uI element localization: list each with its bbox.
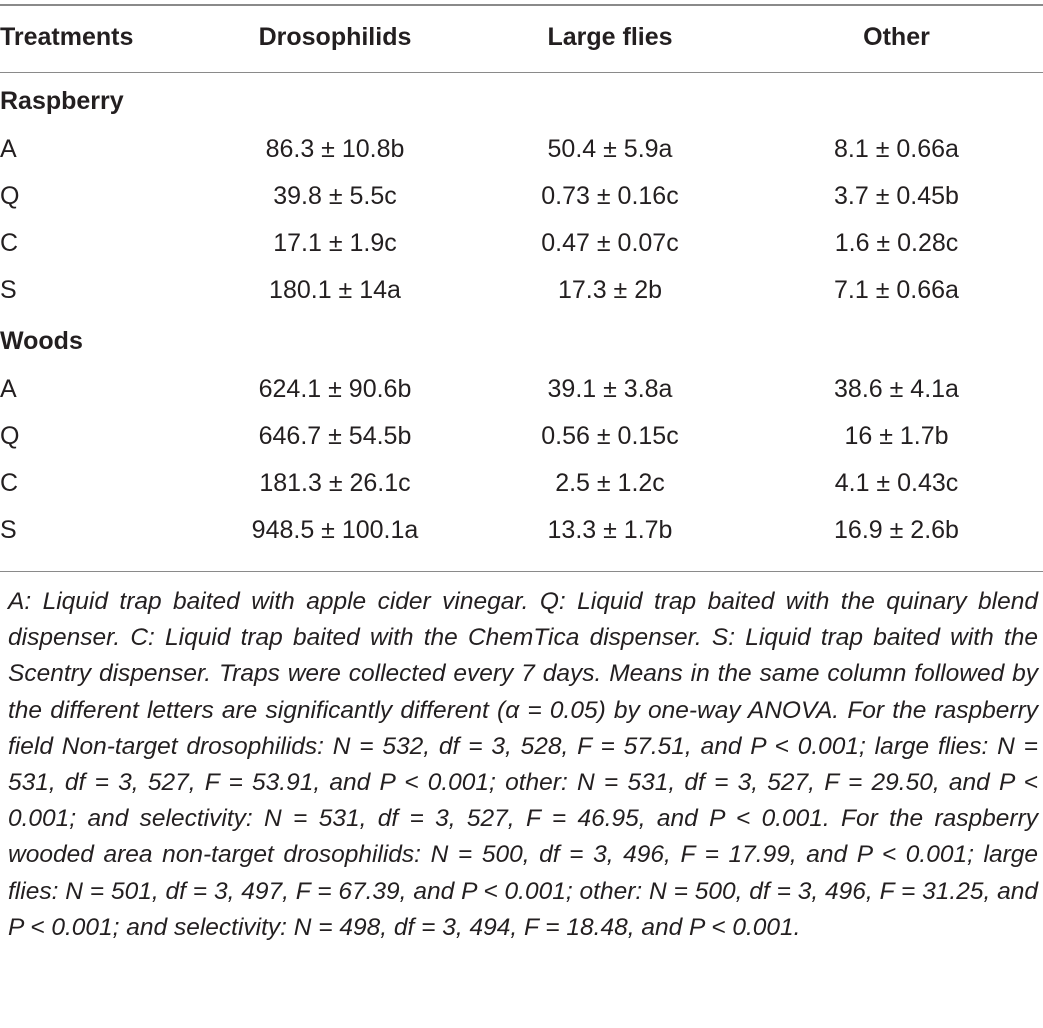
table-row	[0, 507, 1043, 554]
large-flies-cell: 50.4 ± 5.9a	[547, 135, 673, 163]
other-cell: 8.1 ± 0.66a	[834, 135, 959, 163]
col-header-other: Other	[863, 22, 930, 51]
large-flies-cell: 13.3 ± 1.7b	[547, 516, 673, 544]
other-cell: 7.1 ± 0.66a	[834, 276, 959, 304]
col-header-treatments: Treatments	[0, 22, 134, 51]
large-flies-cell: 2.5 ± 1.2c	[555, 469, 665, 497]
drosophilids-cell: 646.7 ± 54.5b	[258, 422, 412, 450]
treatment-cell: S	[0, 276, 17, 304]
drosophilids-cell: 39.8 ± 5.5c	[273, 182, 397, 210]
group-row-raspberry	[0, 74, 1043, 126]
table-bottom-rule	[0, 571, 1043, 572]
treatment-cell: S	[0, 516, 17, 544]
treatment-cell: Q	[0, 182, 20, 210]
table-row	[0, 220, 1043, 267]
large-flies-cell: 0.47 ± 0.07c	[541, 229, 679, 257]
treatment-cell: A	[0, 135, 17, 163]
group-row-woods	[0, 314, 1043, 366]
treatment-cell: C	[0, 229, 19, 257]
drosophilids-cell: 948.5 ± 100.1a	[251, 516, 419, 544]
table-row	[0, 460, 1043, 507]
table-footnote: A: Liquid trap baited with apple cider vinegar. Q: Liquid trap baited with the quinary blend dispenser. C: Liquid trap baited with the ChemTica dispenser. S: Liquid trap baited with the Scentry dispenser. Traps were collected every 7 days. Means in the same column followed by the different letters are significantly different (α = 0.05) by one-way ANOVA. For the raspberry field Non-target drosophilids: N = 532, df = 3, 528, F = 57.51, and P < 0.001; large flies: N = 531, df = 3, 527, F = 53.91, and P < 0.001; other: N = 531, df = 3, 527, F = 29.50, and P < 0.001; and selectivity: N = 531, df = 3, 527, F = 46.95, and P < 0.001. For the raspberry wooded area non-target drosophilids: N = 500, df = 3, 496, F = 17.99, and P < 0.001; large flies: N = 501, df = 3, 497, F = 67.39, and P < 0.001; other: N = 500, df = 3, 496, F = 31.25, and P < 0.001; and selectivity: N = 498, df = 3, 494, F = 18.48, and P < 0.001.	[8, 588, 1038, 941]
other-cell: 1.6 ± 0.28c	[834, 229, 959, 257]
table-row	[0, 366, 1043, 413]
col-header-large-flies: Large flies	[547, 22, 673, 51]
drosophilids-cell: 624.1 ± 90.6b	[258, 375, 412, 403]
group-label: Woods	[0, 326, 83, 355]
other-cell: 16.9 ± 2.6b	[834, 516, 959, 544]
table-row	[0, 413, 1043, 460]
large-flies-cell: 17.3 ± 2b	[557, 276, 663, 304]
col-header-drosophilids: Drosophilids	[258, 22, 412, 51]
large-flies-cell: 0.56 ± 0.15c	[541, 422, 679, 450]
drosophilids-cell: 180.1 ± 14a	[269, 276, 401, 304]
drosophilids-cell: 17.1 ± 1.9c	[273, 229, 397, 257]
other-cell: 4.1 ± 0.43c	[834, 469, 959, 497]
table-row	[0, 267, 1043, 314]
treatment-cell: A	[0, 375, 17, 403]
drosophilids-cell: 181.3 ± 26.1c	[259, 469, 411, 497]
treatment-cell: C	[0, 469, 19, 497]
header-row	[0, 0, 1043, 74]
drosophilids-cell: 86.3 ± 10.8b	[265, 135, 405, 163]
treatment-cell: Q	[0, 422, 20, 450]
table-row	[0, 173, 1043, 220]
other-cell: 38.6 ± 4.1a	[834, 375, 959, 403]
large-flies-cell: 0.73 ± 0.16c	[541, 182, 679, 210]
group-label: Raspberry	[0, 86, 124, 115]
other-cell: 3.7 ± 0.45b	[834, 182, 959, 210]
table-row	[0, 126, 1043, 173]
large-flies-cell: 39.1 ± 3.8a	[547, 375, 673, 403]
other-cell: 16 ± 1.7b	[844, 422, 949, 450]
